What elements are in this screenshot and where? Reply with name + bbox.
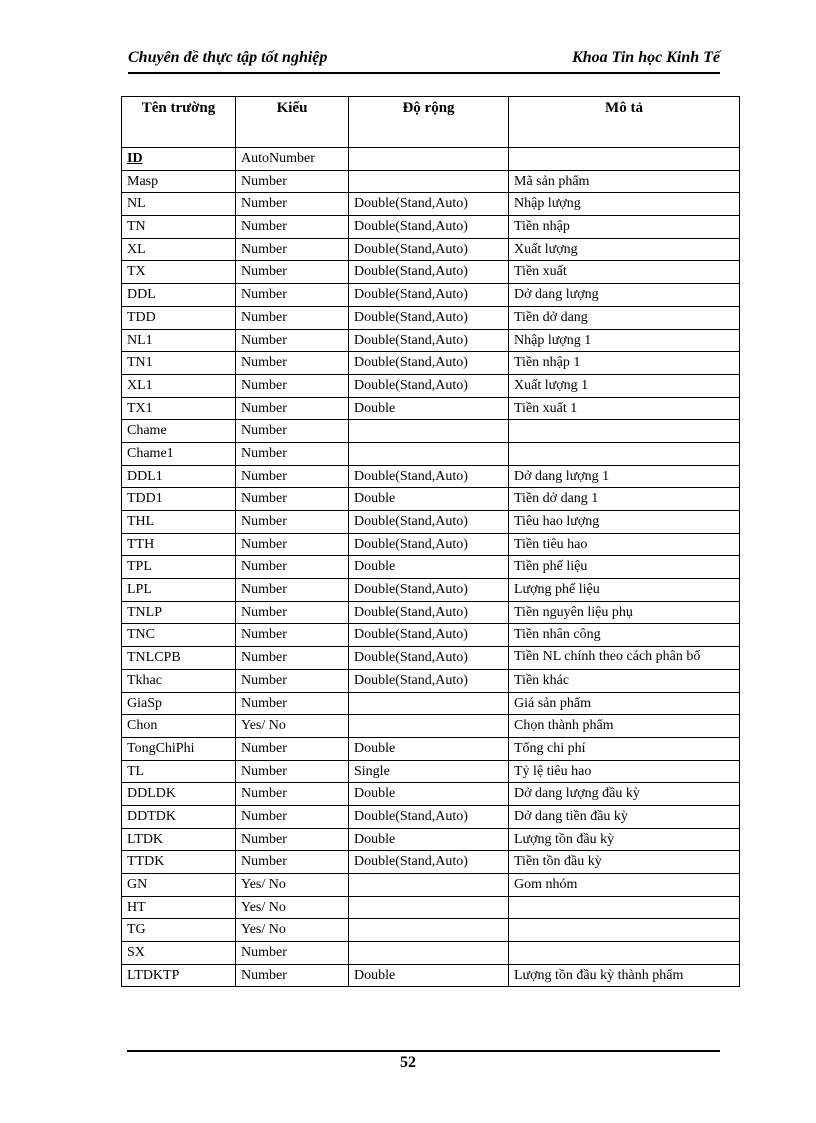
table-row [122,964,740,987]
table-row [122,760,740,783]
cell-field-name: LPL [122,579,236,602]
cell-description: Tiền tồn đầu kỳ [509,851,740,874]
cell-type: Number [236,420,349,443]
cell-field-name: TTH [122,533,236,556]
table-row [122,851,740,874]
cell-width: Double(Stand,Auto) [349,352,509,375]
table-row [122,261,740,284]
cell-type: Number [236,760,349,783]
table-row [122,783,740,806]
cell-width: Double [349,828,509,851]
cell-type: Number [236,374,349,397]
cell-width: Double(Stand,Auto) [349,374,509,397]
cell-width: Double(Stand,Auto) [349,284,509,307]
cell-description: Xuất lượng [509,238,740,261]
cell-width [349,874,509,897]
cell-description: Tiền nhập [509,216,740,239]
table-row [122,442,740,465]
cell-width: Double [349,783,509,806]
table-row [122,420,740,443]
cell-type: Number [236,828,349,851]
table-row [122,896,740,919]
cell-description: Tiêu hao lượng [509,511,740,534]
cell-field-name: TDD1 [122,488,236,511]
cell-width [349,148,509,171]
cell-description: Mã sản phẩm [509,170,740,193]
cell-description [509,919,740,942]
cell-description: Xuất lượng 1 [509,374,740,397]
cell-type: Number [236,805,349,828]
cell-type: Number [236,783,349,806]
cell-field-name: ID [122,148,236,171]
cell-type: Number [236,397,349,420]
cell-type: Number [236,601,349,624]
table-row [122,533,740,556]
cell-width: Double [349,964,509,987]
cell-type: Yes/ No [236,919,349,942]
cell-type: Number [236,624,349,647]
cell-field-name: SX [122,942,236,965]
cell-field-name: DDTDK [122,805,236,828]
cell-field-name: HT [122,896,236,919]
column-header-width: Độ rộng [349,97,509,148]
cell-width [349,420,509,443]
cell-width: Double(Stand,Auto) [349,511,509,534]
cell-description: Nhập lượng [509,193,740,216]
table-row [122,624,740,647]
cell-type: Yes/ No [236,896,349,919]
cell-width: Double(Stand,Auto) [349,238,509,261]
cell-description: Dở dang lượng đầu kỳ [509,783,740,806]
cell-description: Dở dang tiền đầu kỳ [509,805,740,828]
cell-description: Tiền dở dang 1 [509,488,740,511]
cell-type: Number [236,647,349,670]
table-row [122,374,740,397]
cell-width: Double(Stand,Auto) [349,851,509,874]
cell-width: Double(Stand,Auto) [349,805,509,828]
cell-description [509,148,740,171]
cell-width: Double [349,556,509,579]
table-row [122,511,740,534]
table-row [122,737,740,760]
header-title-left: Chuyên đề thực tập tốt nghiệp [128,49,328,66]
table-row [122,238,740,261]
cell-type: Number [236,556,349,579]
cell-type: Number [236,511,349,534]
table-row [122,216,740,239]
column-header-description: Mô tả [509,97,740,148]
cell-width: Double(Stand,Auto) [349,465,509,488]
cell-field-name: TPL [122,556,236,579]
cell-type: Number [236,284,349,307]
cell-width [349,715,509,738]
cell-width: Double(Stand,Auto) [349,647,509,670]
cell-description: Tổng chi phí [509,737,740,760]
cell-field-name: TG [122,919,236,942]
table-row [122,828,740,851]
field-table [121,96,740,987]
cell-description: Nhập lượng 1 [509,329,740,352]
cell-type: Number [236,692,349,715]
cell-description: Tiền phế liệu [509,556,740,579]
cell-field-name: Tkhac [122,669,236,692]
cell-type: Number [236,193,349,216]
cell-field-name: TNLCPB [122,647,236,670]
table-row [122,601,740,624]
cell-type: AutoNumber [236,148,349,171]
cell-field-name: TongChiPhi [122,737,236,760]
table-row [122,669,740,692]
cell-field-name: TTDK [122,851,236,874]
cell-description: Tỷ lệ tiêu hao [509,760,740,783]
cell-field-name: TN1 [122,352,236,375]
cell-type: Number [236,669,349,692]
cell-description: Tiền xuất [509,261,740,284]
cell-type: Number [236,261,349,284]
cell-field-name: LTDKTP [122,964,236,987]
cell-width: Double(Stand,Auto) [349,306,509,329]
cell-field-name: TDD [122,306,236,329]
cell-field-name: TL [122,760,236,783]
cell-type: Number [236,442,349,465]
cell-width: Single [349,760,509,783]
cell-width: Double(Stand,Auto) [349,579,509,602]
cell-type: Number [236,170,349,193]
cell-type: Number [236,737,349,760]
cell-description: Tiền tiêu hao [509,533,740,556]
table-row [122,284,740,307]
page-number: 52 [400,1054,416,1071]
cell-field-name: Chame [122,420,236,443]
cell-field-name: Chon [122,715,236,738]
column-header-type: Kiểu [236,97,349,148]
cell-width: Double [349,737,509,760]
cell-width: Double(Stand,Auto) [349,669,509,692]
cell-type: Number [236,964,349,987]
cell-type: Number [236,306,349,329]
cell-width: Double(Stand,Auto) [349,329,509,352]
cell-width [349,942,509,965]
table-body [122,148,740,987]
column-header-field-name: Tên trường [122,97,236,148]
cell-type: Number [236,942,349,965]
table-row [122,579,740,602]
table-row [122,465,740,488]
cell-description [509,896,740,919]
cell-field-name: LTDK [122,828,236,851]
cell-field-name: NL [122,193,236,216]
cell-field-name: XL1 [122,374,236,397]
cell-field-name: TN [122,216,236,239]
cell-field-name: XL [122,238,236,261]
cell-description: Tiền nguyên liệu phụ [509,601,740,624]
cell-width: Double(Stand,Auto) [349,533,509,556]
cell-field-name: GN [122,874,236,897]
cell-field-name: GiaSp [122,692,236,715]
table-row [122,488,740,511]
cell-type: Yes/ No [236,874,349,897]
cell-type: Number [236,579,349,602]
cell-field-name: TX [122,261,236,284]
cell-width [349,919,509,942]
table-row [122,805,740,828]
cell-field-name: TNLP [122,601,236,624]
cell-type: Yes/ No [236,715,349,738]
table-row [122,352,740,375]
table-row [122,715,740,738]
cell-description: Tiền nhập 1 [509,352,740,375]
cell-width: Double(Stand,Auto) [349,216,509,239]
table-row [122,329,740,352]
table-row [122,556,740,579]
cell-field-name: NL1 [122,329,236,352]
cell-field-name: TNC [122,624,236,647]
cell-field-name: Masp [122,170,236,193]
cell-description: Lượng tồn đầu kỳ thành phẩm [509,964,740,987]
table-row [122,193,740,216]
cell-width: Double(Stand,Auto) [349,624,509,647]
cell-description: Giá sản phẩm [509,692,740,715]
table-row [122,919,740,942]
cell-width: Double(Stand,Auto) [349,601,509,624]
cell-description: Dở dang lượng 1 [509,465,740,488]
cell-type: Number [236,851,349,874]
header-title-right: Khoa Tin học Kinh Tế [572,49,720,66]
table-header-row [122,97,740,148]
cell-width [349,442,509,465]
cell-width [349,692,509,715]
table-row [122,692,740,715]
cell-width: Double(Stand,Auto) [349,261,509,284]
cell-description: Tiền khác [509,669,740,692]
table-row [122,306,740,329]
cell-description: Tiền nhân công [509,624,740,647]
cell-width [349,896,509,919]
cell-description [509,942,740,965]
cell-description [509,420,740,443]
cell-description: Tiền dở dang [509,306,740,329]
cell-description: Tiền xuất 1 [509,397,740,420]
footer-rule [127,1050,720,1052]
cell-type: Number [236,488,349,511]
cell-field-name: DDLDK [122,783,236,806]
cell-type: Number [236,352,349,375]
table-row [122,397,740,420]
cell-field-name: Chame1 [122,442,236,465]
cell-description: Dở dang lượng [509,284,740,307]
table-row [122,148,740,171]
cell-description: Chọn thành phẩm [509,715,740,738]
table-row [122,874,740,897]
cell-description: Lượng phế liệu [509,579,740,602]
cell-type: Number [236,238,349,261]
cell-description: Lượng tồn đầu kỳ [509,828,740,851]
cell-width [349,170,509,193]
cell-type: Number [236,329,349,352]
cell-field-name: THL [122,511,236,534]
cell-type: Number [236,465,349,488]
cell-width: Double(Stand,Auto) [349,193,509,216]
cell-field-name: TX1 [122,397,236,420]
cell-description: Tiền NL chính theo cách phân bổ [509,647,740,670]
cell-description [509,442,740,465]
cell-width: Double [349,488,509,511]
table-row [122,170,740,193]
table-row [122,942,740,965]
cell-field-name: DDL [122,284,236,307]
cell-description: Gom nhóm [509,874,740,897]
cell-type: Number [236,216,349,239]
cell-field-name: DDL1 [122,465,236,488]
table-row [122,647,740,670]
cell-type: Number [236,533,349,556]
page-header [128,46,720,74]
cell-width: Double [349,397,509,420]
